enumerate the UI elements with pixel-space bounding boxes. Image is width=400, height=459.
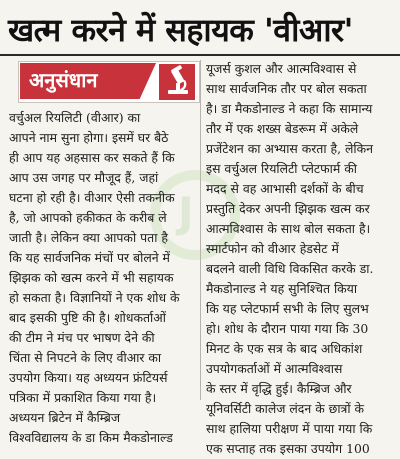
microscope-icon — [159, 64, 195, 100]
article-line: एक सप्ताह तक इसका उपयोग 100 — [206, 441, 370, 456]
article-line: अध्ययन ब्रिटेन में कैम्ब्रिज — [9, 410, 121, 425]
article-line: साथ सार्वजनिक तौर पर बोल सकता — [206, 81, 367, 96]
article-line: स्मार्टफोन को वीआर हेडसेट में — [206, 241, 339, 256]
article-line: आपने नाम सुना होगा। इसमें घर बैठे — [9, 130, 169, 145]
headline: खत्म करने में सहायक 'वीआर' — [8, 11, 353, 49]
article-line: है। डा मैकडोनाल्ड ने कहा कि सामान्य — [206, 101, 373, 116]
article-line: आत्मविश्वास के साथ बोल सकता है। — [206, 221, 371, 236]
article-line: बदलने वाली विधि विकसित करके डा. — [206, 261, 374, 276]
article-line: कि यह प्लेटफार्म सभी के लिए सुलभ — [206, 301, 369, 316]
article-line: कि यह सार्वजनिक मंचों पर बोलने में — [9, 250, 170, 265]
article-line: जाती है। लेकिन क्या आपको पता है — [9, 230, 168, 245]
article-line: चिंता से निपटने के लिए वीआर का — [9, 350, 162, 365]
article-line: घटना हो रही है। वीआर ऐसी तकनीक — [9, 190, 175, 205]
article-line: यूजर्स कुशल और आत्मविश्वास से — [206, 61, 357, 76]
article-line: हो। शोध के दौरान पाया गया कि 30 — [206, 321, 369, 336]
article-line: उपयोगकर्ताओं में आत्मविश्वास — [206, 361, 343, 376]
article-column-right — [206, 59, 395, 459]
column-divider — [200, 60, 201, 400]
article-line: पत्रिका में प्रकाशित किया गया है। — [9, 390, 157, 405]
article-line: के स्तर में वृद्धि हुई। कैम्ब्रिज और — [206, 381, 352, 396]
article-line: हो सकता है। विज्ञानियों ने एक शोध के — [9, 290, 180, 305]
headline-rule — [0, 54, 400, 56]
article-line: विश्वविद्यालय के डा किम मैकडोनाल्ड — [9, 430, 173, 445]
article-line: आप उस जगह पर मौजूद हैं, जहां — [9, 170, 159, 185]
article-line: बाद इसकी पुष्टि की है। शोधकर्ताओं — [9, 310, 166, 325]
article-line: प्रस्तुति देकर अपनी झिझक खत्म कर — [206, 201, 370, 216]
section-label: अनुसंधान — [29, 68, 98, 92]
article-line: तौर में एक शख्स बेडरूम में अकेले — [206, 121, 359, 136]
article-line: साथ हालिया परीक्षण में पाया गया कि — [206, 421, 373, 436]
article-line: है, जो आपको हकीकत के करीब ले — [9, 210, 167, 225]
article-line: उपयोग किया। यह अध्ययन फ्रंटियर्स — [9, 370, 168, 385]
article-line: इस वर्चुअल रियलिटी प्लेटफार्म की — [206, 161, 357, 176]
article-line: मदद से वह आभासी दर्शकों के बीच — [206, 181, 364, 196]
article-line: मैकडोनाल्ड ने यह सुनिश्चित किया — [206, 281, 358, 296]
article-line: मिनट के एक सत्र के बाद अधिकांश — [206, 341, 363, 356]
article-line: की टीम ने मंच पर भाषण देने की — [9, 330, 155, 345]
article-column-left — [9, 108, 195, 448]
article-line: ही आप यह अहसास कर सकते हैं कि — [9, 150, 175, 165]
article-line: झिझक को खत्म करने में भी सहायक — [9, 270, 174, 285]
article-line: यूनिवर्सिटी कालेज लंदन के छात्रों के — [206, 401, 365, 416]
watermark-letter: J — [178, 188, 194, 237]
cropped-previous-line — [0, 0, 400, 8]
article-line: प्रजेंटेशन का अभ्यास करता है, लेकिन — [206, 141, 373, 156]
section-banner — [18, 61, 200, 103]
article-line: वर्चुअल रियलिटी (वीआर) का — [9, 110, 141, 125]
